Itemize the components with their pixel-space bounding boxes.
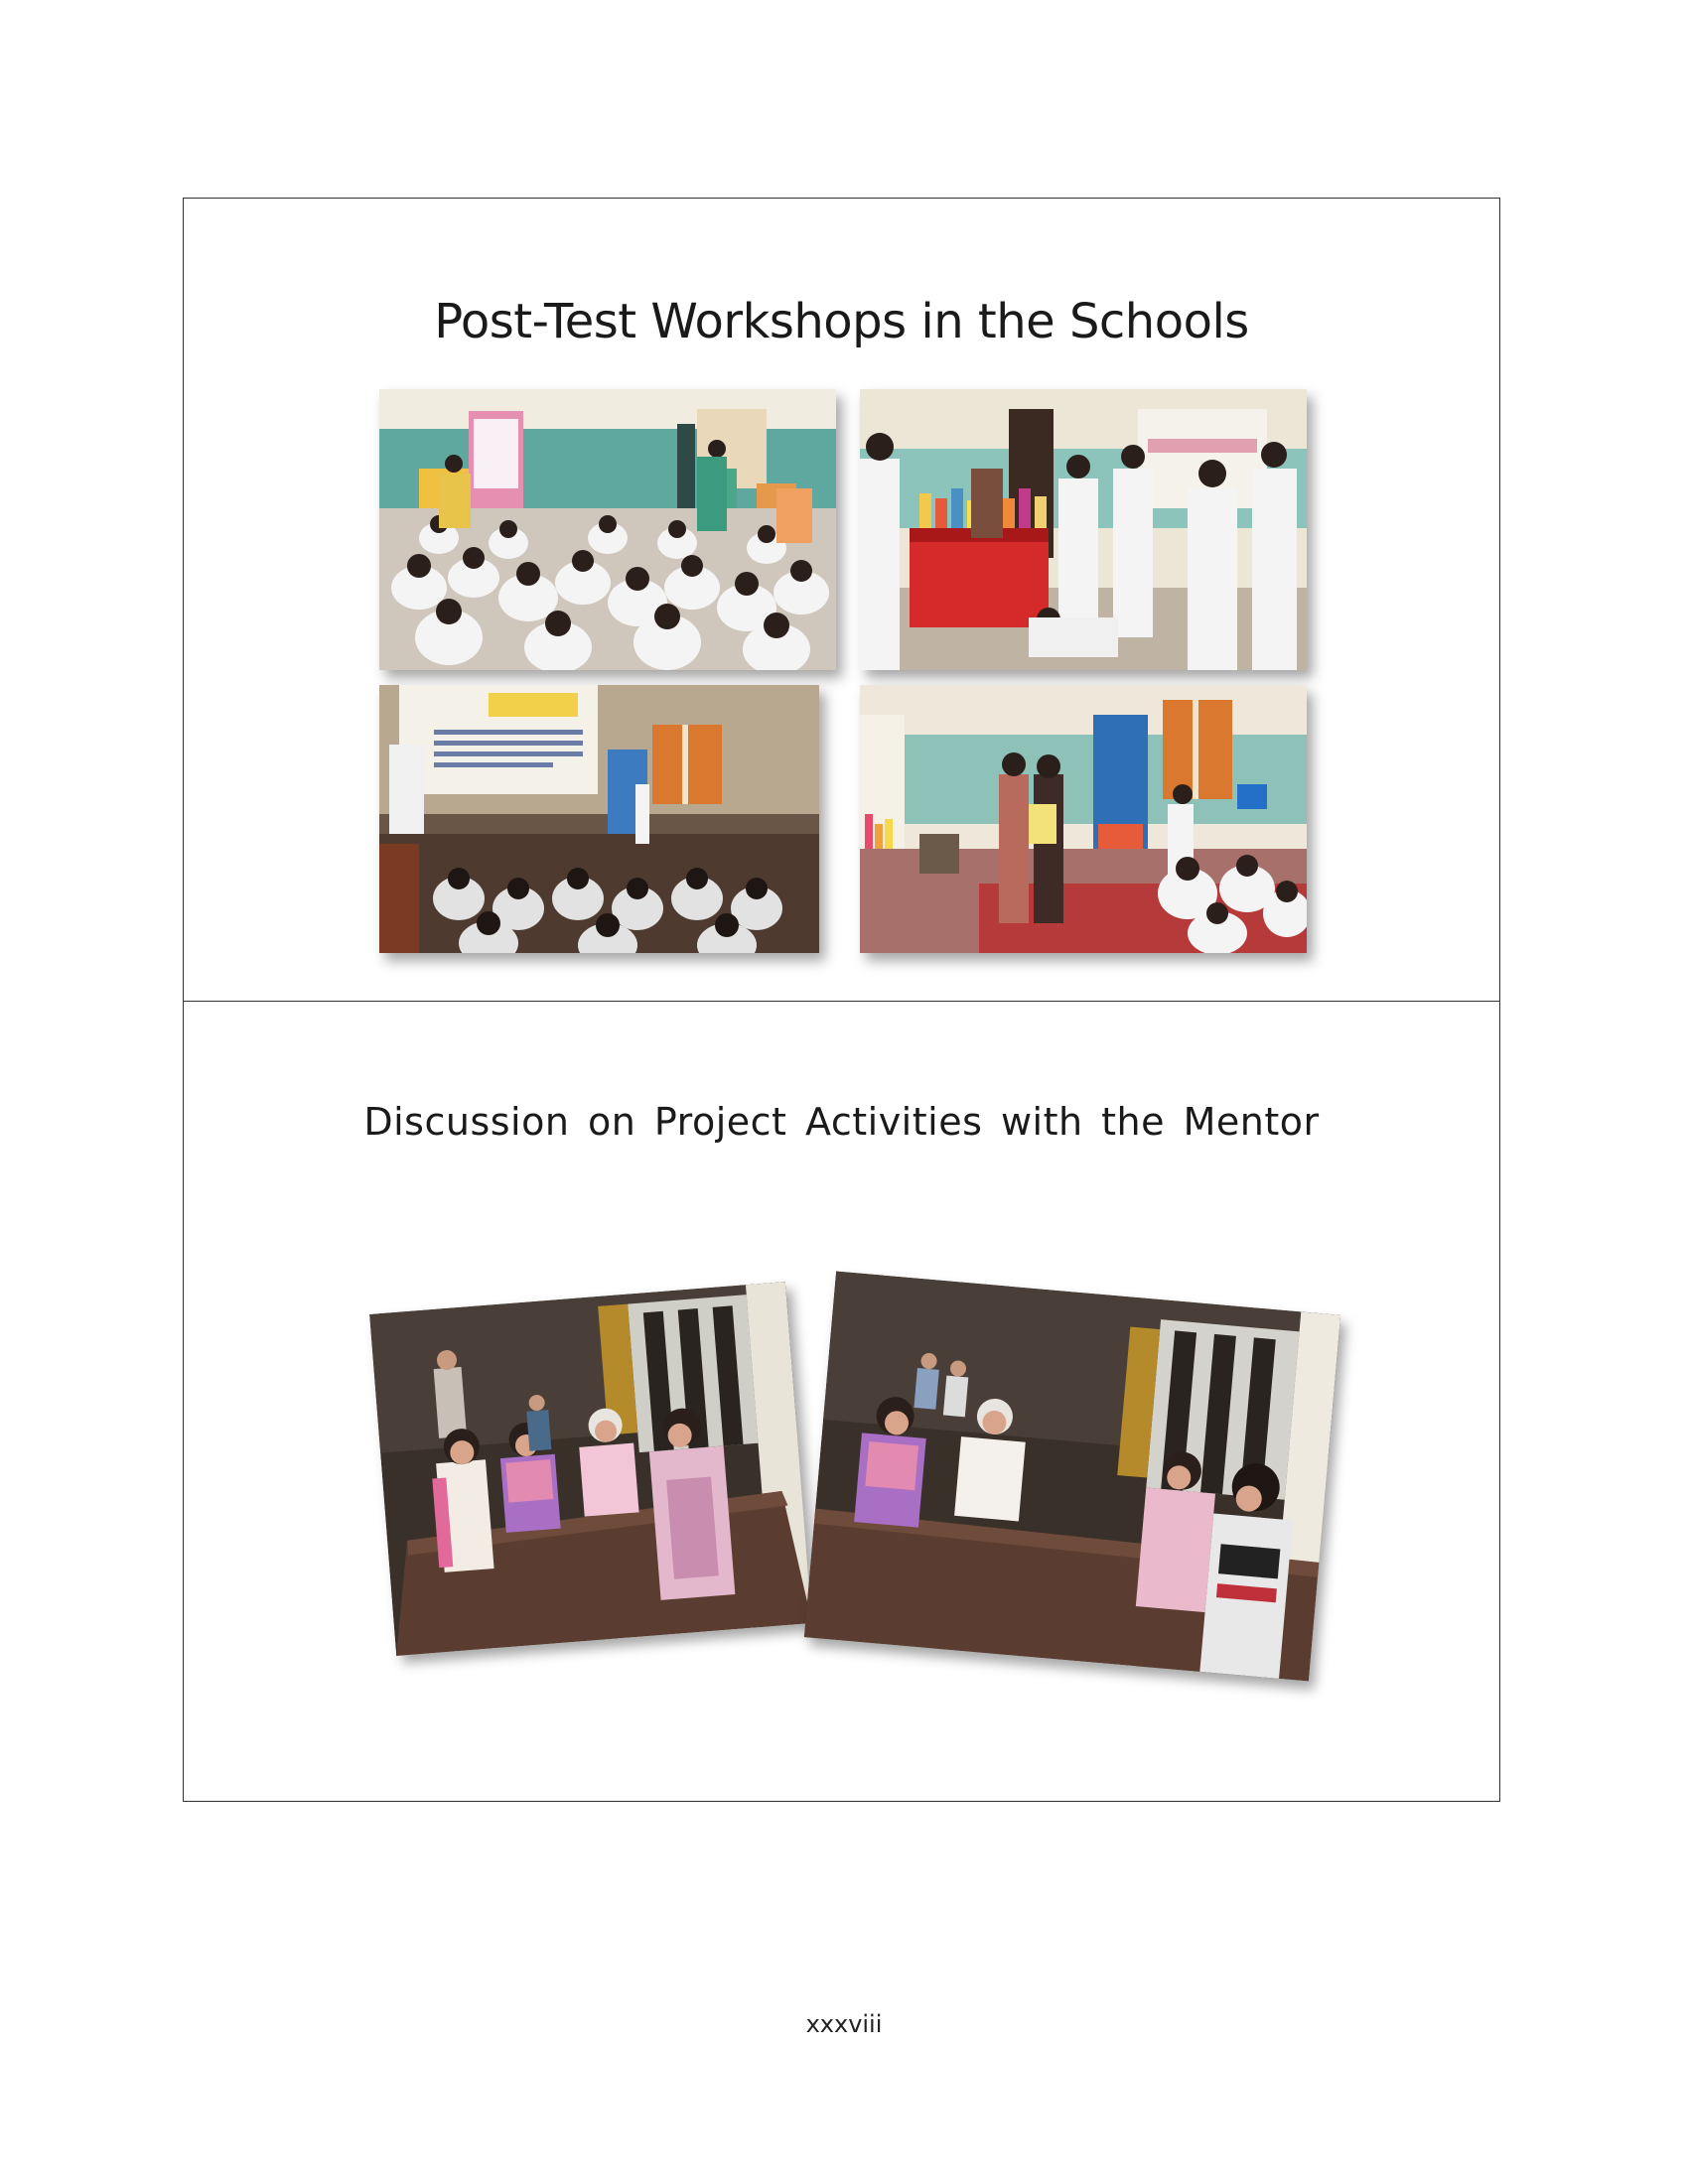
workshops-title: Post-Test Workshops in the Schools — [434, 294, 1249, 349]
mentor-discussion-title: Discussion on Project Activities with the Mentor — [363, 1100, 1320, 1144]
page-number: xxxviii — [805, 2010, 883, 2038]
page-frame — [183, 198, 1500, 1802]
workshop-photo-food-display-table — [860, 389, 1307, 670]
panel-divider — [184, 1001, 1499, 1002]
workshop-photo-projector-presentation — [379, 685, 819, 953]
workshop-photo-classroom-seated-students — [379, 389, 836, 670]
mentor-discussion-photo-right — [804, 1271, 1340, 1681]
mentor-discussion-photo-left — [369, 1282, 812, 1656]
workshop-photo-girls-with-poster — [860, 685, 1307, 953]
